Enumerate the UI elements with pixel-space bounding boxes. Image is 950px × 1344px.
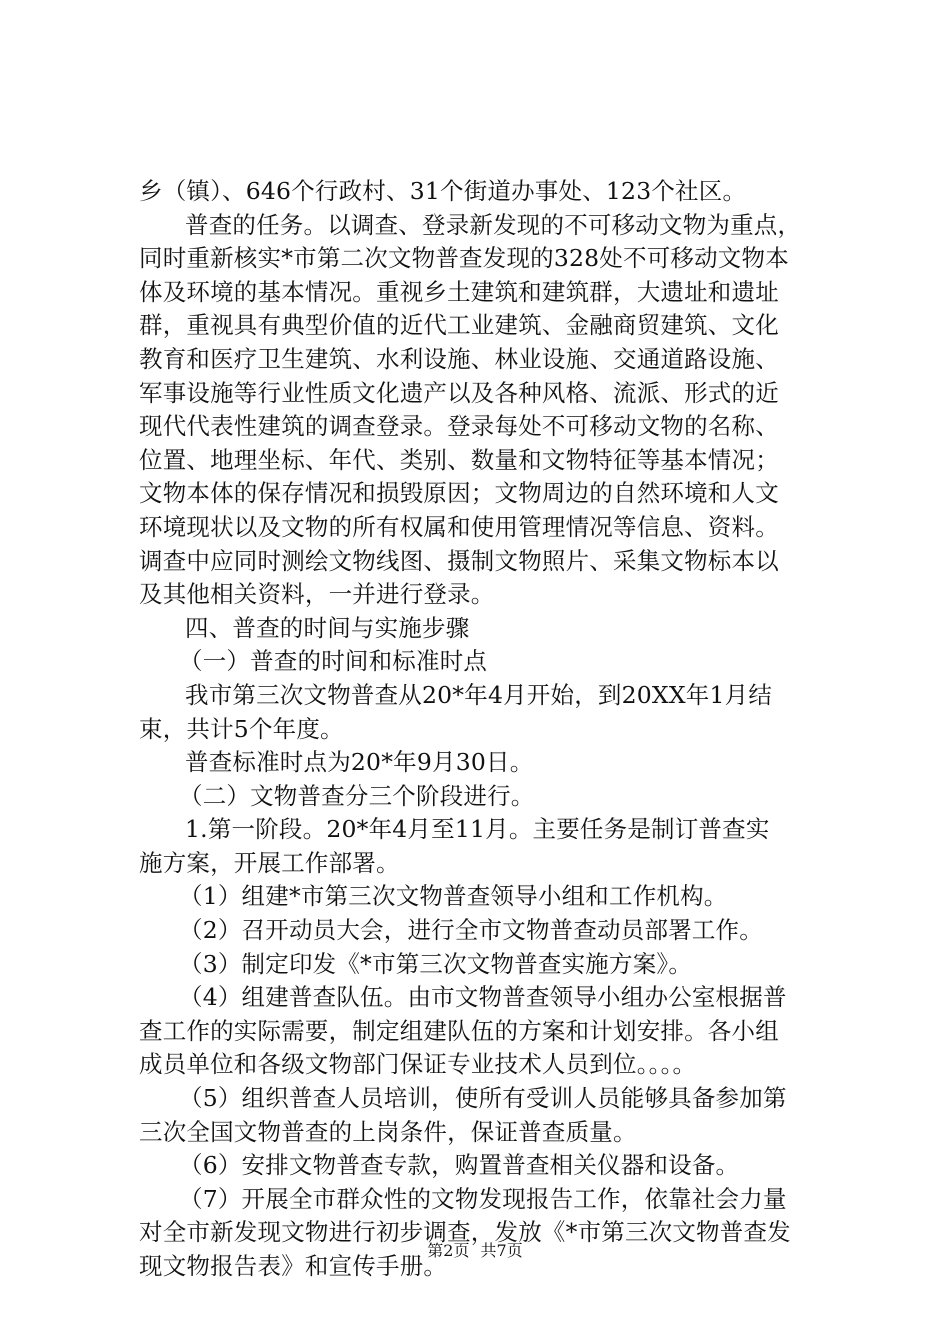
text-line: 成员单位和各级文物部门保证专业技术人员到位。。。。 bbox=[139, 1050, 697, 1079]
list-item: （2）召开动员大会，进行全市文物普查动员部署工作。 bbox=[179, 916, 763, 945]
text-line: 现代代表性建筑的调查登录。登录每处不可移动文物的名称、 bbox=[139, 412, 779, 441]
list-item: （1）组建*市第三次文物普查领导小组和工作机构。 bbox=[179, 882, 728, 911]
text-line: 普查标准时点为20*年9月30日。 bbox=[185, 748, 534, 777]
text-line: 环境现状以及文物的所有权属和使用管理情况等信息、资料。 bbox=[139, 512, 779, 541]
list-item: （4）组建普查队伍。由市文物普查领导小组办公室根据普 bbox=[179, 983, 787, 1012]
text-line: 群，重视具有典型价值的近代工业建筑、金融商贸建筑、文化 bbox=[139, 311, 779, 340]
subsection-heading: （二）文物普查分三个阶段进行。 bbox=[179, 781, 535, 810]
text-line: 教育和医疗卫生建筑、水利设施、林业设施、交通道路设施、 bbox=[139, 344, 779, 373]
text-line: 调查中应同时测绘文物线图、摄制文物照片、采集文物标本以 bbox=[139, 546, 779, 575]
page-footer bbox=[0, 1241, 950, 1261]
text-line: 三次全国文物普查的上岗条件，保证普查质量。 bbox=[139, 1117, 637, 1146]
list-item: （5）组织普查人员培训，使所有受训人员能够具备参加第 bbox=[179, 1084, 787, 1113]
text-line: 1.第一阶段。20*年4月至11月。主要任务是制订普查实 bbox=[185, 815, 770, 844]
list-item: （6）安排文物普查专款，购置普查相关仪器和设备。 bbox=[179, 1151, 740, 1180]
list-item: （7）开展全市群众性的文物发现报告工作，依靠社会力量 bbox=[179, 1184, 787, 1213]
text-line: 查工作的实际需要，制定组建队伍的方案和计划安排。各小组 bbox=[139, 1016, 779, 1045]
text-line: 现文物报告表》和宣传手册。 bbox=[139, 1252, 448, 1280]
text-line: 束，共计5个年度。 bbox=[139, 714, 344, 743]
text-line: 对全市新发现文物进行初步调查，发放《*市第三次文物普查发 bbox=[139, 1218, 791, 1247]
text-line: 文物本体的保存情况和损毁原因；文物周边的自然环境和人文 bbox=[139, 479, 779, 508]
document-body bbox=[139, 175, 829, 1284]
text-line: 施方案，开展工作部署。 bbox=[139, 848, 400, 877]
text-line: 军事设施等行业性质文化遗产以及各种风格、流派、形式的近 bbox=[139, 378, 779, 407]
text-line: 乡（镇）、646个行政村、31个街道办事处、123个社区。 bbox=[139, 177, 747, 205]
section-heading: 四、普查的时间与实施步骤 bbox=[185, 613, 470, 642]
text-line: 我市第三次文物普查从20*年4月开始，到20XX年1月结 bbox=[185, 680, 773, 709]
text-line: 体及环境的基本情况。重视乡土建筑和建筑群，大遗址和遗址 bbox=[139, 277, 779, 306]
text-line: 位置、地理坐标、年代、类别、数量和文物特征等基本情况； bbox=[139, 445, 779, 474]
subsection-heading: （一）普查的时间和标准时点 bbox=[179, 647, 488, 676]
list-item: （3）制定印发《*市第三次文物普查实施方案》。 bbox=[179, 949, 693, 978]
text-line: 同时重新核实*市第二次文物普查发现的328处不可移动文物本 bbox=[139, 244, 789, 273]
page-total: 共7页 bbox=[480, 1241, 523, 1260]
page-number: 第2页 bbox=[427, 1241, 470, 1260]
text-line: 及其他相关资料，一并进行登录。 bbox=[139, 580, 495, 609]
text-line: 普查的任务。以调查、登录新发现的不可移动文物为重点， bbox=[185, 210, 802, 239]
